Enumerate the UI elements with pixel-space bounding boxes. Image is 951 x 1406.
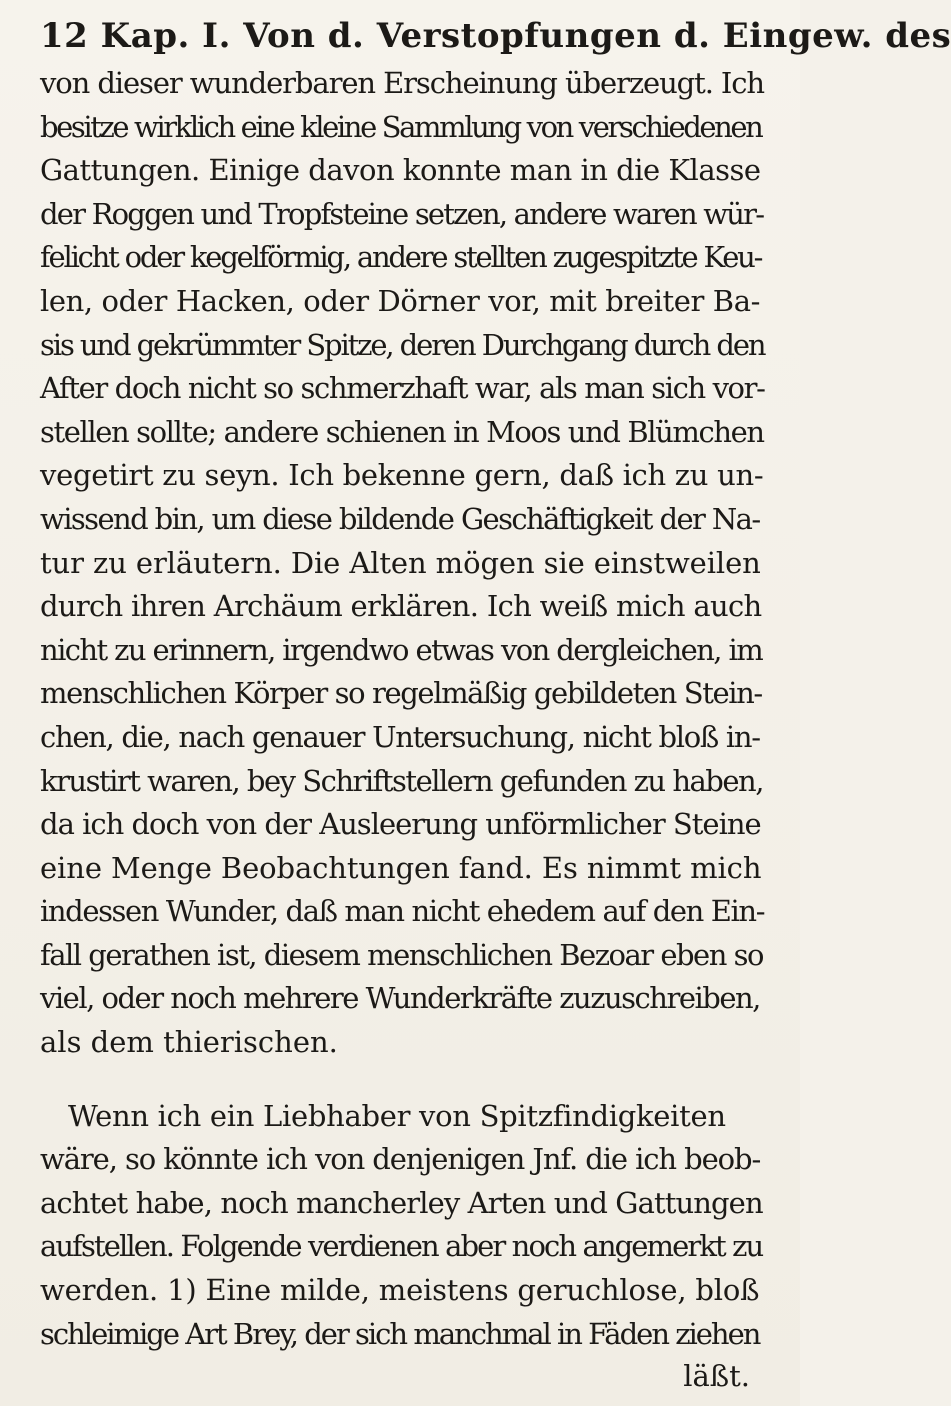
text-line: besitze wirklich eine kleine Sammlung von verschiedenen [40,109,762,144]
text-line: von dieser wunderbaren Erscheinung überzeugt. Ich [40,66,765,100]
text-line: fall gerathen ist, diesem menschlichen Bezoar eben so [40,937,763,972]
text-line: viel, oder noch mehrere Wunderkräfte zuzuschreiben, [40,981,760,1016]
text-line: After doch nicht so schmerzhaft war, als man sich vor- [40,371,765,406]
paragraph-2 [40,1095,764,1357]
text-line: nicht zu erinnern, irgendwo etwas von dergleichen, im [40,632,763,667]
text-line: len, oder Hacken, oder Dörner vor, mit breiter Ba- [40,283,761,318]
text-line: chen, die, nach genauer Untersuchung, nicht bloß in- [40,719,760,754]
catchword: läßt. [683,1359,750,1394]
text-line: wäre, so könnte ich von denjenigen Jnf. die ich beob- [40,1142,761,1177]
text-line: da ich doch von der Ausleerung unförmlicher Steine [40,807,761,842]
text-line: schleimige Art Brey, der sich manchmal in Fäden ziehen [40,1316,760,1351]
text-line: aufstellen. Folgende verdienen aber noch angemerkt zu [40,1229,763,1264]
text-line: vegetirt zu seyn. Ich bekenne gern, daß ich zu un- [40,458,764,493]
text-line: sis und gekrümmter Spitze, deren Durchgang durch den [40,327,765,362]
text-line: Gattungen. Einige davon konnte man in die Klasse [40,153,761,188]
text-line: stellen sollte; andere schienen in Moos und Blümchen [40,414,764,449]
text-line: wissend bin, um diese bildende Geschäftigkeit der Na- [40,501,760,536]
text-line: menschlichen Körper so regelmäßig gebildeten Stein- [40,676,762,711]
text-line: achtet habe, noch mancherley Arten und Gattungen [40,1185,763,1220]
paragraph-1 [40,62,764,1065]
text-line: krustirt waren, bey Schriftstellern gefunden zu haben, [40,763,763,798]
text-line: tur zu erläutern. Die Alten mögen sie einstweilen [40,545,761,580]
text-line: werden. 1) Eine milde, meistens geruchlose, bloß [40,1273,760,1308]
running-head: 12 Kap. I. Von d. Verstopfungen d. Eingew. des [40,16,951,56]
text-line: felicht oder kegelförmig, andere stellten zugespitzte Keu- [40,240,762,275]
text-line: indessen Wunder, daß man nicht ehedem auf den Ein- [40,894,765,929]
text-line: der Roggen und Tropfsteine setzen, andere waren wür- [40,196,764,231]
paragraph-gap [40,1065,764,1095]
text-line: eine Menge Beobachtungen fand. Es nimmt mich [40,850,762,885]
text-line: durch ihren Archäum erklären. Ich weiß mich auch [40,589,762,624]
text-line: Wenn ich ein Liebhaber von Spitzfindigkeiten [68,1098,726,1133]
text-line: als dem thierischen. [40,1025,338,1060]
